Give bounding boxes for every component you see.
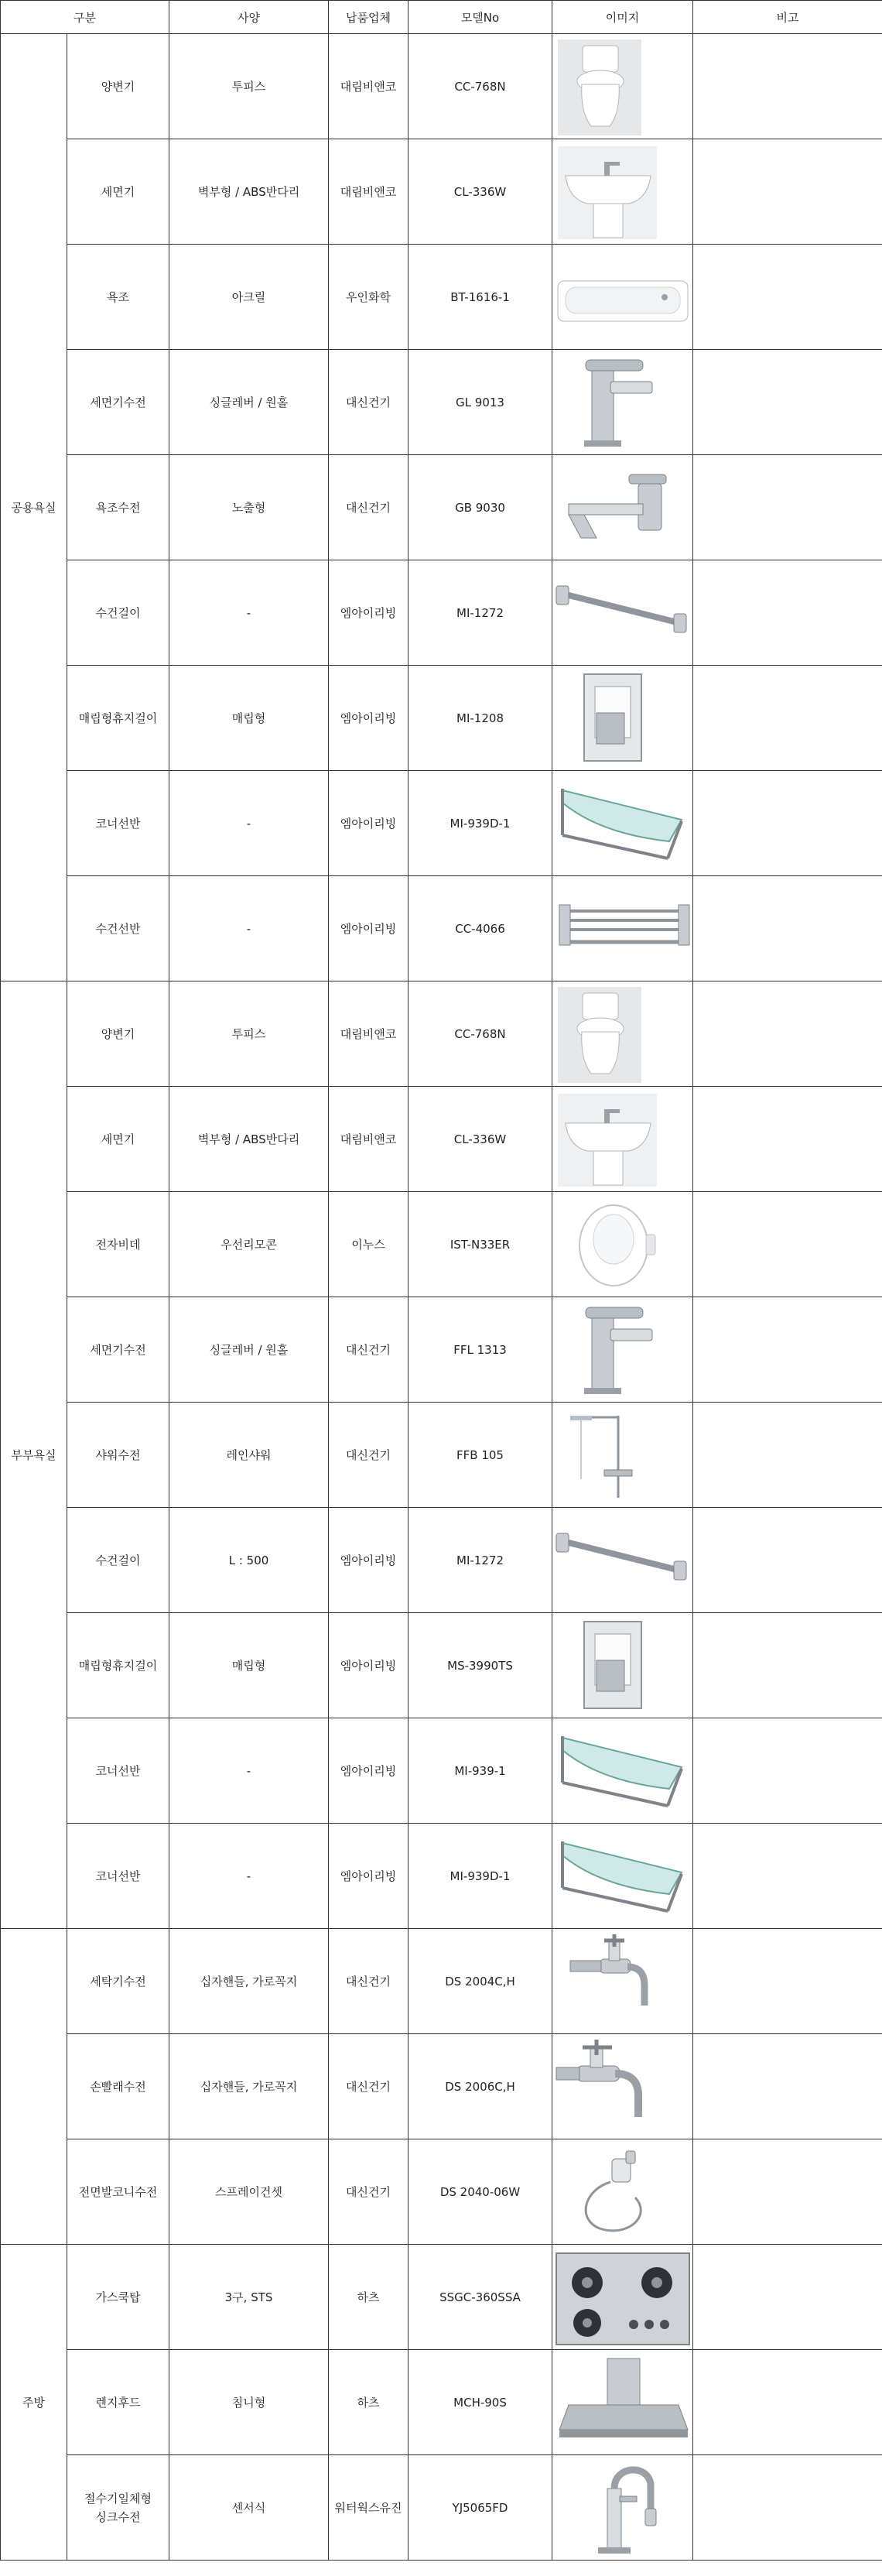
model-cell: MCH-90S xyxy=(409,2350,552,2455)
item-name: 세탁기수전 xyxy=(67,1929,169,2034)
toilet-icon xyxy=(553,984,692,1084)
spec-cell: 십자핸들, 가로꼭지 xyxy=(169,2034,329,2139)
note-cell xyxy=(693,245,882,350)
note-cell xyxy=(693,350,882,455)
note-cell xyxy=(693,1718,882,1824)
vendor-cell: 대신건기 xyxy=(329,2139,409,2245)
spec-cell: - xyxy=(169,771,329,876)
note-cell xyxy=(693,1192,882,1297)
spec-cell: - xyxy=(169,1718,329,1824)
model-cell: CC-768N xyxy=(409,981,552,1087)
item-name: 수건걸이 xyxy=(67,560,169,666)
product-image xyxy=(552,2034,693,2139)
item-name: 욕조 xyxy=(67,245,169,350)
product-image xyxy=(552,1718,693,1824)
vendor-cell: 대신건기 xyxy=(329,1403,409,1508)
model-cell: CL-336W xyxy=(409,139,552,245)
model-cell: MS-3990TS xyxy=(409,1613,552,1718)
range-hood-icon xyxy=(553,2352,692,2453)
vendor-cell: 하츠 xyxy=(329,2350,409,2455)
product-image xyxy=(552,1929,693,2034)
product-image xyxy=(552,1508,693,1613)
corner-shelf-icon xyxy=(553,773,692,874)
corner-shelf-icon xyxy=(553,1826,692,1927)
item-name: 매립형휴지걸이 xyxy=(67,666,169,771)
model-cell: GL 9013 xyxy=(409,350,552,455)
product-image xyxy=(552,139,693,245)
product-image xyxy=(552,1192,693,1297)
note-cell xyxy=(693,2034,882,2139)
vendor-cell: 엠아이리빙 xyxy=(329,876,409,981)
spec-cell: - xyxy=(169,1824,329,1929)
paper-holder-icon xyxy=(553,668,692,769)
vendor-cell: 우인화학 xyxy=(329,245,409,350)
model-cell: FFB 105 xyxy=(409,1403,552,1508)
spec-cell: - xyxy=(169,560,329,666)
note-cell xyxy=(693,2139,882,2245)
table-row xyxy=(1,245,882,350)
vendor-cell: 대신건기 xyxy=(329,2034,409,2139)
table-row xyxy=(1,1929,882,2034)
sink-faucet-icon xyxy=(553,2458,692,2558)
item-name: 세면기수전 xyxy=(67,350,169,455)
note-cell xyxy=(693,2350,882,2455)
table-row xyxy=(1,34,882,139)
spec-cell: L : 500 xyxy=(169,1508,329,1613)
category-utility xyxy=(1,1929,67,2245)
product-image xyxy=(552,1824,693,1929)
category-kitchen: 주방 xyxy=(1,2245,67,2561)
model-cell: BT-1616-1 xyxy=(409,245,552,350)
note-cell xyxy=(693,139,882,245)
washer-faucet-icon xyxy=(553,1931,692,2032)
model-cell: CC-768N xyxy=(409,34,552,139)
item-name: 매립형휴지걸이 xyxy=(67,1613,169,1718)
item-name: 수건선반 xyxy=(67,876,169,981)
note-cell xyxy=(693,2455,882,2561)
spec-cell: 매립형 xyxy=(169,1613,329,1718)
model-cell: IST-N33ER xyxy=(409,1192,552,1297)
product-image xyxy=(552,1087,693,1192)
spec-cell: 싱글레버 / 원홀 xyxy=(169,1297,329,1403)
bath-faucet-icon xyxy=(553,457,692,558)
item-name: 양변기 xyxy=(67,34,169,139)
note-cell xyxy=(693,34,882,139)
header-category: 구분 xyxy=(1,1,169,34)
item-name: 세면기 xyxy=(67,1087,169,1192)
corner-shelf-icon xyxy=(553,1721,692,1821)
table-row xyxy=(1,1824,882,1929)
product-image xyxy=(552,2350,693,2455)
table-row xyxy=(1,1087,882,1192)
note-cell xyxy=(693,981,882,1087)
table-row xyxy=(1,2350,882,2455)
item-name: 코너선반 xyxy=(67,771,169,876)
product-image xyxy=(552,560,693,666)
table-row xyxy=(1,666,882,771)
vendor-cell: 엠아이리빙 xyxy=(329,1824,409,1929)
model-cell: DS 2004C,H xyxy=(409,1929,552,2034)
laundry-faucet-icon xyxy=(553,2036,692,2137)
table-row xyxy=(1,876,882,981)
spec-cell: 벽부형 / ABS반다리 xyxy=(169,139,329,245)
note-cell xyxy=(693,560,882,666)
spec-cell: 십자핸들, 가로꼭지 xyxy=(169,1929,329,2034)
vendor-cell: 이누스 xyxy=(329,1192,409,1297)
product-image xyxy=(552,1297,693,1403)
product-image xyxy=(552,455,693,560)
spec-cell: 센서식 xyxy=(169,2455,329,2561)
vendor-cell: 대림비앤코 xyxy=(329,139,409,245)
header-vendor: 납품업체 xyxy=(329,1,409,34)
product-image xyxy=(552,34,693,139)
model-cell: FFL 1313 xyxy=(409,1297,552,1403)
bidet-icon xyxy=(553,1194,692,1295)
vendor-cell: 대신건기 xyxy=(329,455,409,560)
note-cell xyxy=(693,1087,882,1192)
spec-cell: 우선리모콘 xyxy=(169,1192,329,1297)
spec-cell: 스프레이건셋 xyxy=(169,2139,329,2245)
item-name: 코너선반 xyxy=(67,1718,169,1824)
vendor-cell: 엠아이리빙 xyxy=(329,666,409,771)
table-row xyxy=(1,1192,882,1297)
towel-shelf-icon xyxy=(553,879,692,979)
product-image xyxy=(552,1613,693,1718)
model-cell: MI-939-1 xyxy=(409,1718,552,1824)
note-cell xyxy=(693,876,882,981)
note-cell xyxy=(693,771,882,876)
table-row xyxy=(1,1718,882,1824)
product-image xyxy=(552,771,693,876)
spec-cell: 싱글레버 / 원홀 xyxy=(169,350,329,455)
paper-holder-icon xyxy=(553,1615,692,1716)
spec-cell: 투피스 xyxy=(169,34,329,139)
item-name: 샤워수전 xyxy=(67,1403,169,1508)
bathtub-icon xyxy=(553,247,692,348)
note-cell xyxy=(693,666,882,771)
note-cell xyxy=(693,455,882,560)
model-cell: CC-4066 xyxy=(409,876,552,981)
note-cell xyxy=(693,1929,882,2034)
item-name: 코너선반 xyxy=(67,1824,169,1929)
product-image xyxy=(552,876,693,981)
vendor-cell: 엠아이리빙 xyxy=(329,1718,409,1824)
header-note: 비고 xyxy=(693,1,882,34)
model-cell: YJ5065FD xyxy=(409,2455,552,2561)
vendor-cell: 워터웍스유진 xyxy=(329,2455,409,2561)
model-cell: MI-1272 xyxy=(409,1508,552,1613)
item-name: 양변기 xyxy=(67,981,169,1087)
vendor-cell: 대림비앤코 xyxy=(329,34,409,139)
table-row xyxy=(1,771,882,876)
product-image xyxy=(552,981,693,1087)
product-image xyxy=(552,245,693,350)
table-row xyxy=(1,350,882,455)
note-cell xyxy=(693,1297,882,1403)
item-name: 전면발코니수전 xyxy=(67,2139,169,2245)
basin-faucet-icon xyxy=(553,1300,692,1400)
vendor-cell: 하츠 xyxy=(329,2245,409,2350)
table-row xyxy=(1,1508,882,1613)
table-row xyxy=(1,981,882,1087)
vendor-cell: 엠아이리빙 xyxy=(329,771,409,876)
table-row xyxy=(1,2455,882,2561)
header-model: 모델No xyxy=(409,1,552,34)
item-name: 렌지후드 xyxy=(67,2350,169,2455)
spec-cell: 침니형 xyxy=(169,2350,329,2455)
towel-bar-icon xyxy=(553,1510,692,1611)
vendor-cell: 엠아이리빙 xyxy=(329,1508,409,1613)
table-row xyxy=(1,560,882,666)
vendor-cell: 대신건기 xyxy=(329,1929,409,2034)
model-cell: MI-939D-1 xyxy=(409,1824,552,1929)
spec-cell: 벽부형 / ABS반다리 xyxy=(169,1087,329,1192)
spec-cell: - xyxy=(169,876,329,981)
item-name: 욕조수전 xyxy=(67,455,169,560)
item-name: 수건걸이 xyxy=(67,1508,169,1613)
model-cell: SSGC-360SSA xyxy=(409,2245,552,2350)
washbasin-icon xyxy=(553,1089,692,1190)
product-image xyxy=(552,666,693,771)
model-cell: GB 9030 xyxy=(409,455,552,560)
product-image xyxy=(552,2245,693,2350)
vendor-cell: 대신건기 xyxy=(329,1297,409,1403)
product-image xyxy=(552,350,693,455)
spec-cell: 매립형 xyxy=(169,666,329,771)
item-name: 절수기일체형 싱크수전 xyxy=(67,2455,169,2561)
table-row xyxy=(1,1297,882,1403)
vendor-cell: 엠아이리빙 xyxy=(329,1613,409,1718)
model-cell: CL-336W xyxy=(409,1087,552,1192)
vendor-cell: 엠아이리빙 xyxy=(329,560,409,666)
vendor-cell: 대림비앤코 xyxy=(329,981,409,1087)
model-cell: DS 2040-06W xyxy=(409,2139,552,2245)
note-cell xyxy=(693,1403,882,1508)
table-row xyxy=(1,2139,882,2245)
product-image xyxy=(552,2139,693,2245)
header-image: 이미지 xyxy=(552,1,693,34)
spec-cell: 레인샤워 xyxy=(169,1403,329,1508)
item-name: 전자비데 xyxy=(67,1192,169,1297)
spec-cell: 투피스 xyxy=(169,981,329,1087)
header-spec: 사양 xyxy=(169,1,329,34)
spec-cell: 3구, STS xyxy=(169,2245,329,2350)
item-name: 가스쿡탑 xyxy=(67,2245,169,2350)
product-image xyxy=(552,2455,693,2561)
table-row xyxy=(1,455,882,560)
note-cell xyxy=(693,2245,882,2350)
item-name: 세면기수전 xyxy=(67,1297,169,1403)
table-row xyxy=(1,2034,882,2139)
table-row xyxy=(1,1613,882,1718)
item-name: 손빨래수전 xyxy=(67,2034,169,2139)
table-row xyxy=(1,1403,882,1508)
washbasin-icon xyxy=(553,142,692,242)
spec-cell: 아크릴 xyxy=(169,245,329,350)
header-row xyxy=(1,1,882,34)
model-cell: DS 2006C,H xyxy=(409,2034,552,2139)
towel-bar-icon xyxy=(553,563,692,663)
vendor-cell: 대림비앤코 xyxy=(329,1087,409,1192)
model-cell: MI-1208 xyxy=(409,666,552,771)
rain-shower-icon xyxy=(553,1405,692,1506)
gas-cooktop-icon xyxy=(553,2247,692,2348)
table-row xyxy=(1,2245,882,2350)
model-cell: MI-1272 xyxy=(409,560,552,666)
spec-cell: 노출형 xyxy=(169,455,329,560)
vendor-cell: 대신건기 xyxy=(329,350,409,455)
note-cell xyxy=(693,1824,882,1929)
table-row xyxy=(1,139,882,245)
category-public-bath: 공용욕실 xyxy=(1,34,67,981)
product-image xyxy=(552,1403,693,1508)
note-cell xyxy=(693,1613,882,1718)
toilet-icon xyxy=(553,36,692,137)
model-cell: MI-939D-1 xyxy=(409,771,552,876)
spray-gun-icon xyxy=(553,2142,692,2242)
item-name: 세면기 xyxy=(67,139,169,245)
basin-faucet-icon xyxy=(553,352,692,453)
note-cell xyxy=(693,1508,882,1613)
category-master-bath: 부부욕실 xyxy=(1,981,67,1929)
